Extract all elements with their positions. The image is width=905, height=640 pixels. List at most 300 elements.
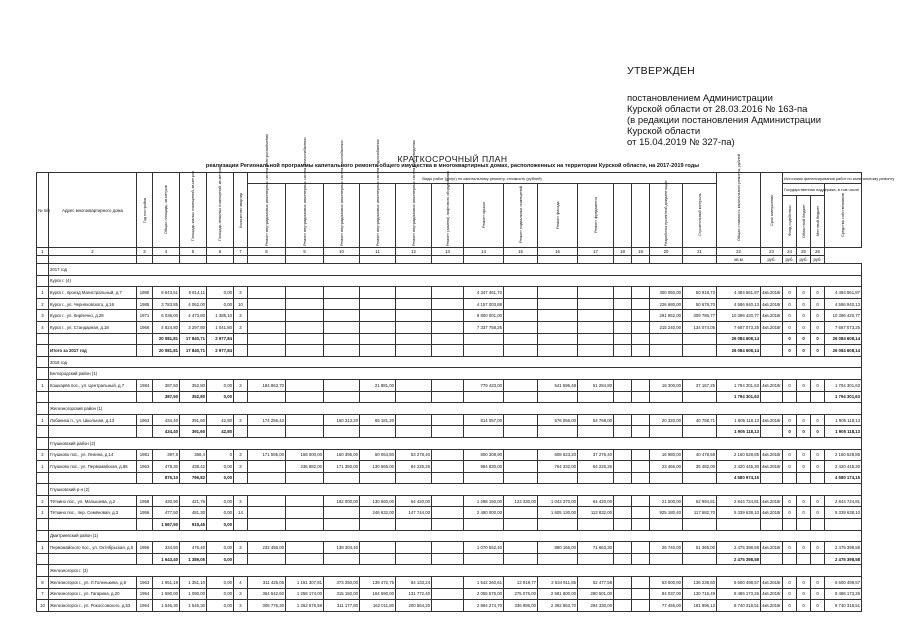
table-cell: 4кв.2018г (761, 310, 783, 322)
section-cell (37, 565, 49, 577)
table-cell: 10 396 420,77 (717, 310, 761, 322)
table-cell (37, 426, 49, 438)
table-cell (248, 519, 286, 531)
table-cell: 0 (783, 600, 797, 612)
table-cell (234, 472, 248, 484)
column-number-cell: 13 (432, 248, 464, 256)
table-cell: 37 167,25 (683, 379, 717, 391)
table-cell (761, 426, 783, 438)
table-cell: 0,00 (207, 461, 234, 473)
table-cell (650, 391, 683, 403)
table-cell: 0 (811, 495, 825, 507)
table-cell (137, 391, 153, 403)
head-no: № п/п (37, 173, 49, 248)
table-cell: 160 395,00 (324, 449, 360, 461)
column-number-cell: 11 (360, 248, 396, 256)
table-cell (286, 298, 324, 310)
table-cell (234, 519, 248, 531)
head-col: Площадь нежилых помещений, кв.метров (207, 173, 234, 248)
table-cell (614, 321, 632, 333)
document-title: КРАТКОСРОЧНЫЙ ПЛАН (397, 154, 508, 164)
table-cell: 2 581 800,00 (538, 588, 578, 600)
table-cell (614, 600, 632, 612)
section-row (37, 368, 862, 380)
section-title: Глушковский р-н (2) (49, 484, 862, 496)
table-cell: 352,80 (180, 379, 207, 391)
table-cell (37, 333, 49, 345)
column-number-cell: 18 (614, 248, 632, 256)
table-cell: 52 477,58 (578, 577, 614, 589)
table-cell: 0 (797, 345, 811, 357)
table-cell (650, 426, 683, 438)
table-cell (632, 519, 650, 531)
table-cell (683, 553, 717, 565)
table-cell (360, 391, 396, 403)
table-cell: 1 070 552,40 (464, 542, 504, 554)
approval-line: Курской области от 28.03.2016 № 163-па (627, 104, 808, 115)
table-cell: 0 (811, 449, 825, 461)
table-cell: 2 420 445,30 (825, 461, 862, 473)
table-cell: 0 (797, 379, 811, 391)
table-cell: 8 486 173,26 (717, 588, 761, 600)
table-cell (248, 553, 286, 565)
table-cell (396, 287, 432, 299)
approval-line: (в редакции постановления Администрации (627, 115, 822, 126)
table-cell: 130 660,00 (360, 495, 396, 507)
table-cell (632, 426, 650, 438)
table-cell: 3 (234, 588, 248, 600)
table-cell: 4кв.2018г (761, 414, 783, 426)
table-cell (650, 519, 683, 531)
approval-title: УТВЕРЖДЕН (627, 65, 696, 77)
table-cell: 0 (811, 461, 825, 473)
section-cell (37, 368, 49, 380)
section-cell (37, 356, 49, 368)
table-cell: 387,50 (153, 391, 180, 403)
table-cell (360, 321, 396, 333)
section-cell (37, 275, 49, 287)
table-cell: 4 484 561,87 (825, 287, 862, 299)
table-cell (650, 333, 683, 345)
column-number-cell: 2 (49, 248, 137, 256)
table-cell (504, 507, 538, 519)
table-cell (811, 553, 825, 565)
head-col: Ремонт внутридомовых инженерных систем газоснабжения (324, 184, 360, 248)
table-cell (324, 345, 360, 357)
table-cell (464, 553, 504, 565)
table-cell (37, 391, 49, 403)
table-cell: 0 (783, 287, 797, 299)
table-cell: 1 905 118,13 (825, 414, 862, 426)
table-cell: 1 385,10 (207, 310, 234, 322)
approval-block (627, 66, 897, 148)
table-cell (286, 472, 324, 484)
table-cell: 0,00 (207, 391, 234, 403)
table-cell: 26 084 608,14 (825, 345, 862, 357)
table-cell: 8 643,51 (153, 287, 180, 299)
table-cell: 51 365,00 (683, 542, 717, 554)
table-cell: 4кв.2019г (761, 600, 783, 612)
table-cell (632, 345, 650, 357)
table-cell (396, 519, 432, 531)
table-cell (137, 333, 153, 345)
table-cell (504, 461, 538, 473)
head-col: Областной бюджет (797, 195, 811, 247)
table-row (37, 542, 862, 554)
table-cell: 5 339 638,10 (717, 507, 761, 519)
table-cell (614, 588, 632, 600)
table-cell: 373 250,00 (324, 577, 360, 589)
table-cell: 162 011,80 (360, 600, 396, 612)
table-cell: 1 951,19 (153, 577, 180, 589)
column-number-cell: 16 (538, 248, 578, 256)
table-cell: 0,00 (207, 577, 234, 589)
table-cell: 4кв.2018г (761, 287, 783, 299)
unit-cell (504, 256, 538, 264)
table-cell: 1 351,10 (180, 577, 207, 589)
table-cell (432, 600, 464, 612)
table-cell: 4кв.2018г (761, 321, 783, 333)
table-cell (286, 542, 324, 554)
table-cell: 10 396 420,77 (825, 310, 862, 322)
table-cell (464, 472, 504, 484)
table-cell (632, 553, 650, 565)
table-cell (234, 391, 248, 403)
table-cell: 0 (207, 449, 234, 461)
table-cell: 2 490 000,00 (464, 507, 504, 519)
table-cell (614, 553, 632, 565)
table-cell: 1 (37, 461, 49, 473)
table-row (37, 577, 862, 589)
table-cell (538, 391, 578, 403)
head-group-indicators: Источники финансирования работ по капитальному ремонту (783, 173, 862, 184)
table-cell (578, 472, 614, 484)
table-cell (248, 472, 286, 484)
address-cell: Курск г., проезд Магистральный, д.7 (49, 287, 137, 299)
table-cell (432, 577, 464, 589)
table-cell: 123 330,00 (504, 495, 538, 507)
table-cell (811, 391, 825, 403)
table-cell: 4 062,00 (180, 298, 207, 310)
table-cell: 0 (797, 588, 811, 600)
total-row (37, 333, 862, 345)
table-cell: 84 037,00 (650, 588, 683, 600)
table-cell: 63 000,00 (650, 577, 683, 589)
table-cell: 64 420,00 (396, 495, 432, 507)
table-cell (683, 472, 717, 484)
table-cell: 4кв.2018г (761, 379, 783, 391)
table-cell: 174 256,42 (248, 414, 286, 426)
table-cell: 0 (811, 577, 825, 589)
plan-table-body (37, 248, 862, 612)
table-cell (632, 333, 650, 345)
table-cell: 1 (37, 507, 49, 519)
table-cell: 0 (811, 414, 825, 426)
unit-cell (464, 256, 504, 264)
table-cell: 0,00 (207, 495, 234, 507)
table-cell (504, 542, 538, 554)
table-cell: 1 (37, 379, 49, 391)
table-cell: 4 586 940,13 (717, 298, 761, 310)
table-cell: 26 740,00 (650, 542, 683, 554)
table-cell (761, 553, 783, 565)
table-cell (504, 426, 538, 438)
table-cell (464, 345, 504, 357)
table-cell (432, 321, 464, 333)
table-cell: 130 665,00 (360, 461, 396, 473)
table-cell: 0,00 (207, 553, 234, 565)
table-cell: 1 794 301,63 (825, 379, 862, 391)
table-cell: 21 500,00 (650, 495, 683, 507)
table-cell: 0 (797, 600, 811, 612)
table-cell (504, 321, 538, 333)
table-cell: 113 832,00 (578, 507, 614, 519)
table-cell: 1 298 150,00 (464, 495, 504, 507)
table-cell: 608 623,20 (538, 449, 578, 461)
table-cell: 0 (811, 600, 825, 612)
head-col: Ремонт внутридомовых инженерных систем водоснабжения (360, 184, 396, 248)
table-cell (432, 333, 464, 345)
table-cell: 4 580 974,15 (717, 472, 761, 484)
table-cell: 0 (783, 310, 797, 322)
table-cell: 4 484 561,87 (717, 287, 761, 299)
table-cell: 2 392 863,70 (538, 600, 578, 612)
table-cell: 764 332,00 (538, 461, 578, 473)
table-cell: 391,60 (180, 426, 207, 438)
table-cell: 134 074,05 (683, 321, 717, 333)
table-cell: 130 716,49 (683, 588, 717, 600)
table-cell (324, 426, 360, 438)
table-cell: 3 (234, 414, 248, 426)
table-cell: 1 546,30 (180, 600, 207, 612)
table-cell: 3 (234, 600, 248, 612)
table-cell: 3 (234, 495, 248, 507)
table-cell (324, 287, 360, 299)
head-col: Ремонт подвальных помещений (504, 184, 538, 248)
head-col: Фонд содействия (783, 195, 797, 247)
table-cell (578, 321, 614, 333)
table-cell: 4 157 003,88 (464, 298, 504, 310)
table-cell: 215 240,00 (650, 321, 683, 333)
table-row (37, 414, 862, 426)
total-row (37, 553, 862, 565)
table-cell (234, 426, 248, 438)
table-cell: 131 772,40 (396, 588, 432, 600)
column-number-cell: 20 (650, 248, 683, 256)
table-cell (286, 345, 324, 357)
table-cell: 796,82 (180, 472, 207, 484)
table-cell (504, 298, 538, 310)
unit-cell (234, 256, 248, 264)
column-number-cell: 8 (248, 248, 286, 256)
table-cell: 1 794 301,63 (825, 391, 862, 403)
document-subtitle: реализации Региональной программы капитального ремонта общего имущества в многоквартирных домах, расположенных на территории Курской области, на 2017-2019 годы (205, 163, 700, 169)
table-cell: 0 (783, 414, 797, 426)
address-cell: Курск г., ул. Стандарная, д.18 (49, 321, 137, 333)
table-cell: 18 300,00 (650, 379, 683, 391)
table-cell (248, 287, 286, 299)
section-row (37, 403, 862, 415)
address-cell: Лобаниха п., ул. Школьная, д.13 (49, 414, 137, 426)
unit-cell (324, 256, 360, 264)
column-number-cell: 15 (504, 248, 538, 256)
table-cell (286, 321, 324, 333)
table-cell: 5 339 638,10 (825, 507, 862, 519)
table-cell: 2 160 528,85 (825, 449, 862, 461)
table-cell: 4кв.2018г (761, 461, 783, 473)
table-cell (37, 472, 49, 484)
table-cell (632, 379, 650, 391)
table-cell: 62 994,81 (683, 495, 717, 507)
head-col: Ремонт крыши (464, 184, 504, 248)
table-cell (632, 310, 650, 322)
table-row (37, 495, 862, 507)
table-cell (464, 426, 504, 438)
table-cell (396, 298, 432, 310)
table-cell: 0,00 (207, 542, 234, 554)
table-cell (248, 321, 286, 333)
table-cell (432, 391, 464, 403)
table-cell: 236 882,00 (286, 461, 324, 473)
table-cell (578, 426, 614, 438)
table-cell: 300 050,00 (650, 287, 683, 299)
table-cell: 0,00 (207, 519, 234, 531)
table-cell: 246 632,00 (360, 507, 396, 519)
table-cell: 4кв.2018г (761, 298, 783, 310)
table-cell: 1963 (137, 577, 153, 589)
table-cell: 3 (234, 310, 248, 322)
head-col: Срок завершения (761, 173, 783, 248)
section-title: Дмитриевский район (1) (49, 530, 862, 542)
table-cell (632, 542, 650, 554)
table-cell: 1958 (137, 495, 153, 507)
table-cell (324, 321, 360, 333)
table-cell: 0 (811, 426, 825, 438)
table-cell (614, 577, 632, 589)
table-cell (538, 321, 578, 333)
table-cell: 0 (797, 426, 811, 438)
table-cell (538, 345, 578, 357)
table-cell: 200 564,20 (396, 600, 432, 612)
table-cell: 2 475 398,58 (825, 542, 862, 554)
table-cell (432, 472, 464, 484)
table-cell: 53 278,40 (396, 449, 432, 461)
table-cell (248, 333, 286, 345)
table-cell: 71 663,30 (578, 542, 614, 554)
total-row (37, 345, 862, 357)
section-cell (37, 403, 49, 415)
address-cell (49, 426, 137, 438)
table-cell (137, 345, 153, 357)
table-cell: 1954 (137, 588, 153, 600)
table-cell (578, 553, 614, 565)
table-cell (783, 472, 797, 484)
table-cell: 232 456,00 (248, 542, 286, 554)
address-cell (49, 333, 137, 345)
table-cell: 334,50 (153, 542, 180, 554)
table-cell: 1 262 576,59 (286, 600, 324, 612)
unit-cell (683, 256, 717, 264)
table-cell: 138 304,40 (324, 542, 360, 554)
column-number-cell: 24 (783, 248, 797, 256)
table-cell: 64 226,26 (578, 461, 614, 473)
table-cell: 876,10 (153, 472, 180, 484)
column-number-cell: 21 (683, 248, 717, 256)
table-cell: 1 (37, 542, 49, 554)
table-cell (614, 495, 632, 507)
table-cell (761, 333, 783, 345)
total-row (37, 472, 862, 484)
table-cell: 294 330,00 (578, 600, 614, 612)
table-cell: 4 473,80 (180, 310, 207, 322)
table-cell: 336 986,00 (504, 600, 538, 612)
table-cell (504, 414, 538, 426)
table-cell: 26 084 608,14 (717, 345, 761, 357)
table-cell: 364 542,60 (248, 588, 286, 600)
table-cell (396, 426, 432, 438)
table-cell (683, 519, 717, 531)
table-cell (504, 345, 538, 357)
section-title: 2017 год (49, 264, 862, 276)
table-cell: 915,45 (180, 519, 207, 531)
table-cell: 305 776,30 (248, 600, 286, 612)
table-cell (432, 588, 464, 600)
table-cell: 51 284,80 (578, 379, 614, 391)
table-cell: 311 425,05 (248, 577, 286, 589)
table-cell: 1 161 307,81 (286, 577, 324, 589)
table-cell: 814 057,00 (464, 414, 504, 426)
address-cell: Железногорск г., ул. Л.Голенькина, д.6 (49, 577, 137, 589)
table-cell (464, 333, 504, 345)
table-cell: 2 894 274,70 (464, 600, 504, 612)
table-cell (432, 426, 464, 438)
table-cell: 387,50 (153, 379, 180, 391)
table-cell (632, 588, 650, 600)
table-cell (825, 519, 862, 531)
column-number-cell: 26 (811, 248, 825, 256)
table-cell (632, 495, 650, 507)
table-cell (632, 507, 650, 519)
unit-cell (614, 256, 632, 264)
table-cell: 160 313,20 (324, 414, 360, 426)
table-cell: 541 596,48 (538, 379, 578, 391)
table-cell (650, 345, 683, 357)
table-cell (538, 333, 578, 345)
table-cell (504, 287, 538, 299)
table-cell: 291 952,00 (650, 310, 683, 322)
table-cell (286, 391, 324, 403)
column-number-cell: 23 (761, 248, 783, 256)
table-cell: 171 595,00 (248, 449, 286, 461)
unit-cell (538, 256, 578, 264)
table-row (37, 321, 862, 333)
column-number-cell: 12 (396, 248, 432, 256)
table-cell: 1 605 130,00 (538, 507, 578, 519)
table-cell: 3 (234, 287, 248, 299)
unit-cell: руб. (761, 256, 783, 264)
column-number-cell: 1 (37, 248, 49, 256)
table-cell: 50 918,73 (683, 287, 717, 299)
table-cell: 0 (811, 310, 825, 322)
unit-cell (37, 256, 49, 264)
table-cell: 35 482,00 (683, 461, 717, 473)
table-cell: 0,00 (207, 379, 234, 391)
table-row (37, 507, 862, 519)
table-cell (137, 519, 153, 531)
table-cell: 7 687 073,25 (825, 321, 862, 333)
table-cell (614, 542, 632, 554)
table-cell (396, 321, 432, 333)
